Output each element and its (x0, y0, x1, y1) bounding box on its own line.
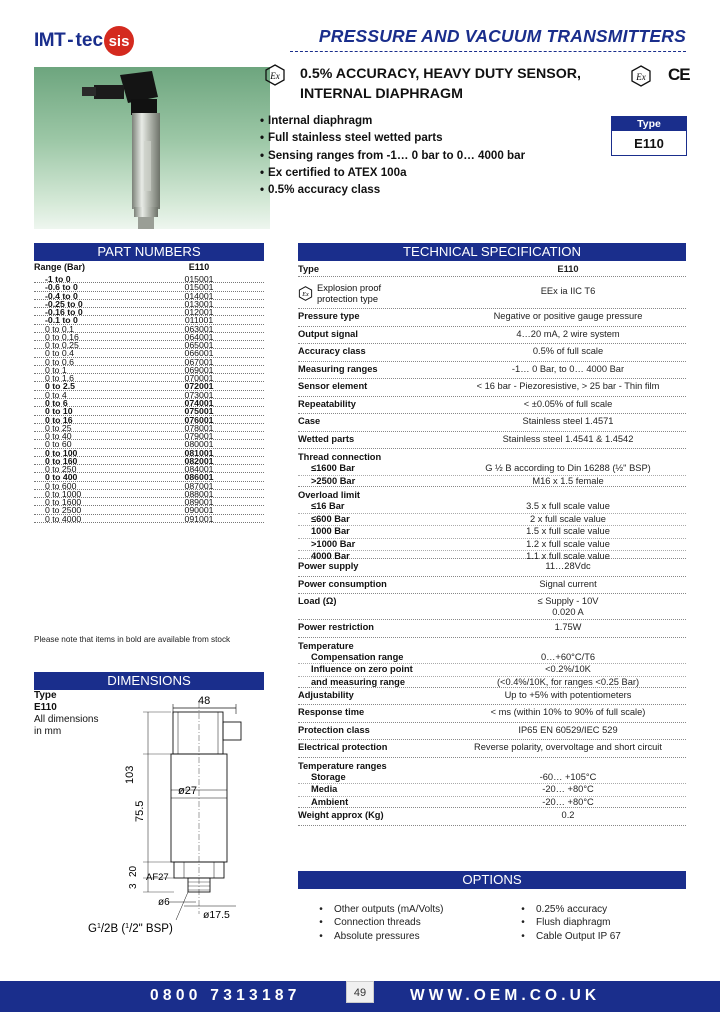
part-range: -0.25 to 0 (45, 298, 83, 309)
svg-text:20: 20 (128, 865, 139, 877)
part-code: 073001 (184, 389, 214, 400)
part-code: 088001 (184, 488, 214, 499)
part-range: 0 to 0.25 (45, 340, 79, 351)
spec-row-temp-ranges: Temperature ranges Storage -60… +105°C Media -20… +80°C Ambient -20… +80°C (298, 758, 686, 808)
part-code: 087001 (184, 480, 214, 491)
feature-item: • Full stainless steel wetted parts (256, 129, 525, 146)
svg-text:G1/2B (1/2" BSP): $G^1/2B$ ($^1$/2" BSP) (88, 923, 173, 935)
part-code: 013001 (184, 298, 214, 309)
ex-small-icon (298, 286, 313, 301)
feature-item: • Internal diaphragm (256, 112, 525, 129)
part-code: 065001 (184, 340, 214, 351)
svg-text:48: 48 (198, 695, 211, 707)
col-range: Range (Bar) (34, 262, 86, 272)
stock-note: Please note that items in bold are available from stock (34, 635, 231, 644)
dimensions-header: DIMENSIONS (34, 672, 264, 690)
footer-website-link[interactable]: WWW.OEM.CO.UK (410, 987, 601, 1004)
plug-body (120, 71, 158, 103)
part-range: -0.1 to 0 (45, 315, 78, 326)
part-number-row (34, 391, 264, 399)
part-code: 090001 (184, 505, 214, 516)
feature-item: • Sensing ranges from -1… 0 bar to 0… 4000 bar (256, 147, 525, 164)
ex-hexagon-icon (264, 64, 286, 86)
option-item: • 0.25% accuracy (510, 903, 621, 916)
ce-mark-icon: CE (668, 65, 690, 84)
tech-spec-table (298, 262, 686, 826)
part-range: 0 to 25 (45, 422, 72, 433)
part-code: 079001 (184, 431, 214, 442)
part-range: 0 to 16 (45, 414, 73, 425)
part-code: 011001 (184, 315, 214, 326)
svg-text:ø6: ø6 (158, 897, 170, 908)
part-range: 0 to 0.6 (45, 356, 74, 367)
brand-sep: - (67, 30, 74, 51)
hex-nut (134, 207, 158, 217)
part-code: 081001 (184, 447, 214, 458)
part-range: 0 to 1600 (45, 497, 82, 508)
part-range: 0 to 0.4 (45, 348, 74, 359)
brand-part3: sis (104, 26, 134, 56)
cable-gland (94, 85, 124, 99)
options-header: OPTIONS (298, 871, 686, 889)
part-range: 0 to 2.5 (45, 381, 75, 392)
part-range: 0 to 40 (45, 431, 72, 442)
part-code: 015001 (184, 282, 214, 293)
part-numbers-col-headers (34, 262, 264, 274)
product-subtitle (300, 64, 581, 104)
svg-text:Ex: Ex (636, 72, 646, 82)
feature-list (256, 112, 525, 198)
part-range: 0 to 4000 (45, 513, 82, 524)
spec-row-pressure-type: Pressure type Negative or positive gauge pressure (298, 309, 686, 327)
part-code: 066001 (184, 348, 214, 359)
options-list-right (510, 903, 621, 943)
spec-row-response: Response time < ms (within 10% to 90% of full scale) (298, 705, 686, 723)
type-box (611, 116, 687, 156)
part-code: 072001 (184, 381, 214, 392)
part-range: 0 to 160 (45, 455, 78, 466)
part-code: 080001 (184, 439, 214, 450)
part-range: -0.4 to 0 (45, 290, 78, 301)
part-range: 0 to 60 (45, 439, 72, 450)
spec-row-explosion: Ex Explosion proof protection type EEx ia IIC T6 (298, 277, 686, 309)
spec-val: EEx ia IIC T6 (540, 286, 596, 296)
part-range: 0 to 400 (45, 472, 78, 483)
svg-text:ø17.5: ø17.5 (203, 909, 230, 921)
part-range: 0 to 0.1 (45, 323, 74, 334)
part-code: 069001 (184, 364, 214, 375)
part-number-row (34, 515, 264, 523)
part-code: 063001 (184, 323, 214, 334)
spec-row-ranges: Measuring ranges -1… 0 Bar, to 0… 4000 Bar (298, 362, 686, 380)
spec-row-adjustability: Adjustability Up to +5% with potentiometers (298, 688, 686, 706)
dim-type-value: E110 (34, 702, 57, 713)
part-range: 0 to 2500 (45, 505, 82, 516)
part-code: 075001 (184, 406, 214, 417)
part-number-row (34, 382, 264, 390)
part-code: 074001 (184, 397, 214, 408)
feature-item: • 0.5% accuracy class (256, 181, 525, 198)
part-code: 064001 (184, 331, 214, 342)
part-range: 0 to 1.6 (45, 373, 74, 384)
dim-type-label: Type (34, 690, 57, 701)
subtitle-line2: INTERNAL DIAPHRAGM (300, 86, 463, 102)
spec-row-load: Load (Ω) ≤ Supply - 10V 0.020 A (298, 594, 686, 620)
option-item: • Absolute pressures (308, 930, 444, 943)
svg-text:Ex: Ex (302, 292, 309, 299)
transmitter-illustration (34, 67, 270, 229)
thread-stem (138, 217, 154, 229)
part-code: 089001 (184, 497, 214, 508)
col-code: E110 (188, 262, 210, 272)
page-number: 49 (346, 981, 374, 1003)
spec-row-consumption: Power consumption Signal current (298, 577, 686, 595)
option-item: • Connection threads (308, 916, 444, 929)
spec-row-wetted: Wetted parts Stainless steel 1.4541 & 1.4542 (298, 432, 686, 450)
part-range: 0 to 250 (45, 464, 77, 475)
tech-spec-header: TECHNICAL SPECIFICATION (298, 243, 686, 261)
part-range: -0.16 to 0 (45, 307, 83, 318)
spec-row-overload: Overload limit ≤16 Bar 3.5 x full scale value ≤600 Bar 2 x full scale value 1000 Bar 1.5 x full scale value >1000 Bar 1.2 x full scale value 4000 Bar 1.1 x full scale value (298, 487, 686, 559)
spec-key: Type (298, 264, 320, 274)
spec-row-protection: Protection class IP65 EN 60529/IEC 529 (298, 723, 686, 741)
spec-row-case: Case Stainless steel 1.4571 (298, 414, 686, 432)
atex-hexagon-icon (630, 65, 652, 87)
part-numbers-table (34, 275, 264, 523)
dim-note-line1: All dimensions (34, 714, 99, 725)
part-numbers-header: PART NUMBERS (34, 243, 264, 261)
part-number-row (34, 358, 264, 366)
page-title: PRESSURE AND VACUUM TRANSMITTERS (318, 26, 686, 46)
option-item: • Flush diaphragm (510, 916, 621, 929)
product-photo (34, 67, 270, 229)
part-code: 091001 (184, 513, 214, 524)
spec-row-output: Output signal 4…20 mA, 2 wire system (298, 327, 686, 345)
brand-part2: tec (75, 30, 104, 51)
part-range: 0 to 600 (45, 480, 77, 491)
subtitle-line1: 0.5% ACCURACY, HEAVY DUTY SENSOR, (300, 66, 581, 82)
option-item: • Other outputs (mA/Volts) (308, 903, 444, 916)
spec-row-accuracy: Accuracy class 0.5% of full scale (298, 344, 686, 362)
part-range: 0 to 6 (45, 397, 68, 408)
part-code: 015001 (184, 274, 214, 284)
part-range: 0 to 4 (45, 389, 67, 400)
spec-row-weight: Weight approx (Kg) 0.2 (298, 808, 686, 826)
spec-row-type (298, 262, 686, 277)
part-range: 0 to 10 (45, 406, 73, 417)
part-code: 070001 (184, 373, 214, 384)
part-range: -0.6 to 0 (45, 282, 78, 293)
svg-text:3: 3 (128, 883, 139, 889)
part-code: 086001 (184, 472, 214, 483)
feature-item: • Ex certified to ATEX 100a (256, 164, 525, 181)
spec-row-sensor: Sensor element < 16 bar - Piezoresistive, > 25 bar - Thin film (298, 379, 686, 397)
part-code: 067001 (184, 356, 214, 367)
dimension-drawing (88, 692, 268, 942)
part-range: -1 to 0 (45, 274, 71, 284)
spec-row-thread: Thread connection ≤1600 Bar G ½ B according to Din 16288 (½" BSP) >2500 Bar M16 x 1.5 female (298, 449, 686, 487)
svg-text:75.5: 75.5 (134, 800, 146, 822)
spec-row-electrical: Electrical protection Reverse polarity, overvoltage and short circuit (298, 740, 686, 758)
part-code: 084001 (184, 464, 214, 475)
part-range: 0 to 0.16 (45, 331, 79, 342)
dwg-connector (173, 712, 223, 754)
part-range: 0 to 1000 (45, 488, 82, 499)
part-code: 014001 (184, 290, 214, 301)
spec-row-restriction: Power restriction 1.75W (298, 620, 686, 638)
options-list-left (308, 903, 444, 943)
part-range: 0 to 100 (45, 447, 78, 458)
part-code: 078001 (184, 422, 214, 433)
spec-row-supply: Power supply 11…28Vdc (298, 559, 686, 577)
spec-row-temperature: Temperature Compensation range 0…+60°C/T6 Influence on zero point <0.2%/10K and measuring range (<0.4%/10K, for ranges <0.25 Bar) (298, 638, 686, 688)
dim-note-line2: in mm (34, 726, 62, 737)
option-item: • Cable Output IP 67 (510, 930, 621, 943)
svg-text:Ex: Ex (270, 71, 280, 81)
part-code: 082001 (184, 455, 214, 466)
spec-row-repeatability: Repeatability < ±0.05% of full scale (298, 397, 686, 415)
svg-text:103: 103 (124, 765, 136, 784)
svg-text:ø27: ø27 (178, 785, 197, 797)
svg-text:AF27: AF27 (146, 872, 169, 883)
title-divider (290, 51, 686, 52)
part-range: 0 to 1 (45, 364, 67, 375)
connector-base (131, 99, 157, 115)
type-box-label: Type (612, 117, 686, 131)
spec-val: E110 (557, 264, 579, 274)
footer-phone[interactable]: 0800 7313187 (150, 987, 301, 1004)
brand-logo (34, 26, 134, 56)
brand-part1: IMT (34, 30, 66, 51)
part-code: 012001 (184, 307, 214, 318)
part-code: 076001 (184, 414, 214, 425)
type-box-value: E110 (634, 136, 664, 151)
